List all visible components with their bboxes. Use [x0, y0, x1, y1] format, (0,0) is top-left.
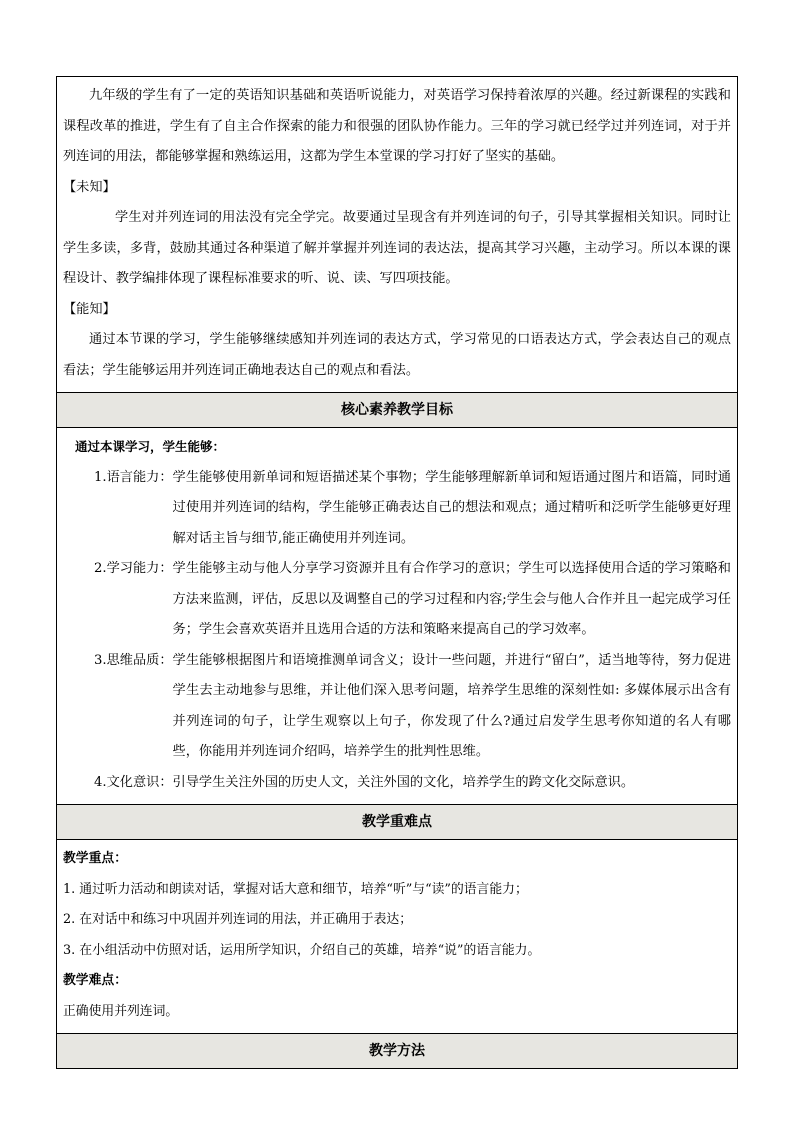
goal-label: 2.学习能力： — [94, 561, 173, 576]
methods-header-row — [57, 1034, 738, 1069]
goals-header-row — [57, 393, 738, 428]
goal-label: 1.语言能力： — [94, 469, 173, 485]
capable-heading: 【能知】 — [63, 301, 116, 317]
keypoints-header-row — [57, 805, 738, 840]
difficult-points-label: 教学难点： — [63, 973, 127, 988]
difficult-point-text: 正确使用并列连词。 — [63, 1003, 179, 1019]
key-point-item: 1. 通过听力活动和朗读对话，掌握对话大意和细节，培养“听”与“读”的语言能力； — [63, 881, 528, 897]
lesson-plan-table — [56, 76, 738, 1069]
goal-item-learning — [63, 554, 731, 646]
intro-cell — [57, 77, 738, 393]
goal-item-thinking — [63, 646, 731, 768]
goals-lead: 通过本课学习，学生能够： — [75, 439, 226, 454]
keypoints-section-title: 教学重难点 — [57, 805, 738, 840]
key-points-label: 教学重点： — [63, 851, 127, 866]
key-point-item: 2. 在对话中和练习中巩固并列连词的用法，并正确用于表达； — [63, 912, 412, 927]
capable-paragraph: 通过本节课的学习，学生能够继续感知并列连词的表达方式，学习常见的口语表达方式，学会表达自己的观点看法；学生能够运用并列连词正确地表达自己的观点和看法。 — [63, 332, 731, 378]
intro-row — [57, 77, 738, 393]
key-point-item: 3. 在小组活动中仿照对话，运用所学知识，介绍自己的英雄，培养“说”的语言能力。 — [63, 942, 541, 958]
goals-row — [57, 428, 738, 805]
goals-section-title: 核心素养教学目标 — [57, 393, 738, 428]
goal-text: 学生能够根据图片和语境推测单词含义；设计一些问题，并进行“留白”，适当地等待，努力促进学生去主动地参与思维，并让他们深入思考问题，培养学生思维的深刻性如: 多媒体展示出含有并列连词的句子，让学生观察以上句子，你发现了什么?通过启发学生思考你知道的名人有哪些，你能用并列连词介绍吗，培养学生的批判性思维。 — [172, 652, 731, 759]
goal-text: 学生能够使用新单词和短语描述某个事物；学生能够理解新单词和短语通过图片和语篇，同时通过使用并列连词的结构，学生能够正确表达自己的想法和观点；通过精听和泛听学生能够更好理解对话主旨与细节,能正确使用并列连词。 — [172, 469, 731, 546]
goal-label: 3.思维品质： — [94, 652, 173, 668]
unknown-heading: 【未知】 — [63, 179, 116, 195]
keypoints-cell — [57, 840, 738, 1034]
intro-paragraph: 九年级的学生有了一定的英语知识基础和英语听说能力，对英语学习保持着浓厚的兴趣。经过新课程的实践和课程改革的推进，学生有了自主合作探索的能力和很强的团队协作能力。三年的学习就已经学过并列连词，对于并列连词的用法，都能够掌握和熟练运用，这都为学生本堂课的学习打好了坚实的基础。 — [63, 88, 731, 164]
goals-cell — [57, 428, 738, 805]
goal-item-language — [63, 463, 731, 555]
unknown-paragraph: 学生对并列连词的用法没有完全学完。故要通过呈现含有并列连词的句子，引导其掌握相关知识。同时让学生多读，多背，鼓励其通过各种渠道了解并掌握并列连词的表达法，提高其学习兴趣，主动学习。所以本课的课程设计、教学编排体现了课程标准要求的听、说、读、写四项技能。 — [63, 210, 731, 286]
goal-label: 4.文化意识： — [94, 774, 173, 790]
keypoints-row — [57, 840, 738, 1034]
goal-text: 引导学生关注外国的历史人文，关注外国的文化，培养学生的跨文化交际意识。 — [172, 774, 635, 790]
methods-section-title: 教学方法 — [57, 1034, 738, 1069]
goal-text: 学生能够主动与他人分享学习资源并且有合作学习的意识；学生可以选择使用合适的学习策略和方法来监测，评估，反思以及调整自己的学习过程和内容;学生会与他人合作并且一起完成学习任务；学生会喜欢英语并且选用合适的方法和策略来提高自己的学习效率。 — [172, 561, 731, 637]
goal-item-culture — [63, 768, 731, 799]
